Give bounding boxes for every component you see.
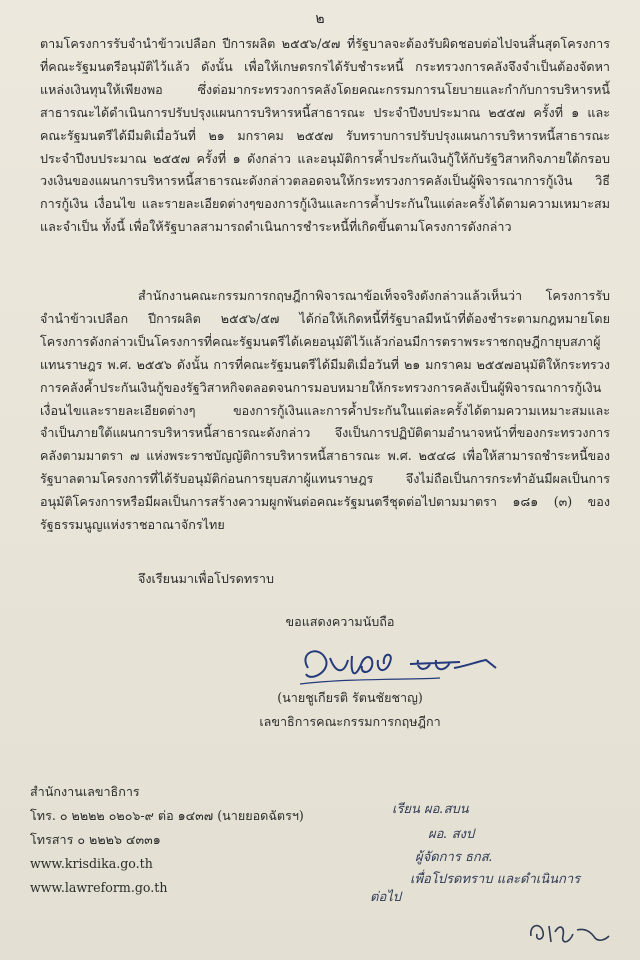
footer-fax: โทรสาร ๐ ๒๒๒๖ ๔๓๓๑ — [30, 832, 161, 847]
footer-website-1: www.krisdika.go.th — [30, 856, 153, 871]
handwritten-note-line-1: เรียน ผอ.สบน — [392, 802, 469, 817]
paragraph-3 — [40, 568, 610, 591]
handwritten-note-line-3: ผู้จัดการ ธกส. — [415, 850, 493, 865]
paragraph-3-text: จึงเรียนมาเพื่อโปรดทราบ — [138, 571, 274, 586]
paragraph-1 — [40, 33, 610, 239]
signer-name: (นายชูเกียรติ รัตนชัยชาญ) — [277, 690, 423, 705]
paragraph-1-text: ตามโครงการรับจำนำข้าวเปลือก ปีการผลิต ๒๕๕๖/๕๗ ที่รัฐบาลจะต้องรับผิดชอบต่อไปจนสิ้นสุดโครงการที่คณะรัฐมนตรีอนุมัติไว้แล้ว ดังนั้น เพื่อให้เกษตรกรได้รับชำระหนี้ กระทรวงการคลังจึงจำเป็นต้องจัดหาแหล่งเงินทุนให้เพียงพอ ซึ่งต่อมากระทรวงการคลังโดยคณะกรรมการนโยบายและกำกับการบริหารหนี้สาธารณะได้ดำเนินการปรับปรุงแผนการบริหารหนี้สาธารณะ ประจำปีงบประมาณ ๒๕๕๗ ครั้งที่ ๑ และคณะรัฐมนตรีได้มีมติเมื่อวันที่ ๒๑ มกราคม ๒๕๕๗ รับทราบการปรับปรุงแผนการบริหารหนี้สาธารณะประจำปีงบประมาณ ๒๕๕๗ ครั้งที่ ๑ ดังกล่าว และอนุมัติการค้ำประกันเงินกู้ให้กับรัฐวิสาหกิจภายใต้กรอบวงเงินของแผนการบริหารหนี้สาธารณะดังกล่าวตลอดจนให้กระทรวงการคลังเป็นผู้พิจารณาการกู้เงิน วิธีการกู้เงิน เงื่อนไข และรายละเอียดต่างๆของการกู้เงินและการค้ำประกันในแต่ละครั้งได้ตามความเหมาะสมและจำเป็น ทั้งนี้ เพื่อให้รัฐบาลสามารถดำเนินการชำระหนี้ที่เกิดขึ้นตามโครงการดังกล่าว — [40, 36, 610, 235]
handwritten-note-line-5: ต่อไป — [370, 890, 402, 905]
paragraph-2-text: สำนักงานคณะกรรมการกฤษฎีกาพิจารณาข้อเท็จจริงดังกล่าวแล้วเห็นว่า โครงการรับจำนำข้าวเปลือก ปีการผลิต ๒๕๕๖/๕๗ ได้ก่อให้เกิดหนี้ที่รัฐบาลมีหน้าที่ต้องชำระตามกฎหมายโดยโครงการดังกล่าวเป็นโครงการที่คณะรัฐมนตรีได้เคยอนุมัติไว้แล้วก่อนมีการตราพระราชกฤษฎีกายุบสภาผู้แทนราษฎร พ.ศ. ๒๕๕๖ ดังนั้น การที่คณะรัฐมนตรีได้มีมติเมื่อวันที่ ๒๑ มกราคม ๒๕๕๗อนุมัติให้กระทรวงการคลังค้ำประกันเงินกู้ของรัฐวิสาหกิจตลอดจนการมอบหมายให้กระทรวงการคลังเป็นผู้พิจารณาการกู้เงิน เงื่อนไขและรายละเอียดต่างๆ ของการกู้เงินและการค้ำประกันในแต่ละครั้งได้ตามความเหมาะสมและจำเป็นภายใต้แผนการบริหารหนี้สาธารณะดังกล่าว จึงเป็นการปฏิบัติตามอำนาจหน้าที่ของกระทรวงการคลังตามมาตรา ๗ แห่งพระราชบัญญัติการบริหารหนี้สาธารณะ พ.ศ. ๒๕๔๘ เพื่อให้สามารถชำระหนี้ของรัฐบาลตามโครงการที่ได้รับอนุมัติก่อนการยุบสภาผู้แทนราษฎร จึงไม่ถือเป็นการกระทำอันมีผลเป็นการอนุมัติโครงการหรือมีผลเป็นการสร้างความผูกพันต่อคณะรัฐมนตรีชุดต่อไปตามมาตรา ๑๘๑ (๓) ของรัฐธรรมนูญแห่งราชอาณาจักรไทย — [40, 288, 610, 533]
handwritten-note-line-4: เพื่อโปรดทราบ และดำเนินการ — [410, 872, 581, 887]
footer-contact — [30, 780, 304, 900]
footer-website-2: www.lawreform.go.th — [30, 880, 168, 895]
page-number: ๒ — [315, 11, 325, 27]
handwritten-note-line-2: ผอ. สงป — [428, 827, 475, 842]
signer-title: เลขาธิการคณะกรรมการกฤษฎีกา — [259, 714, 441, 729]
closing-salutation: ขอแสดงความนับถือ — [285, 614, 395, 629]
paragraph-2 — [40, 285, 610, 537]
footer-office: สำนักงานเลขาธิการ — [30, 784, 140, 799]
signature-icon — [290, 638, 530, 694]
footer-phone: โทร. ๐ ๒๒๒๒ ๐๒๐๖-๙ ต่อ ๑๔๓๗ (นายยอดฉัตรฯ) — [30, 808, 304, 823]
handwritten-initials-icon — [525, 910, 615, 950]
